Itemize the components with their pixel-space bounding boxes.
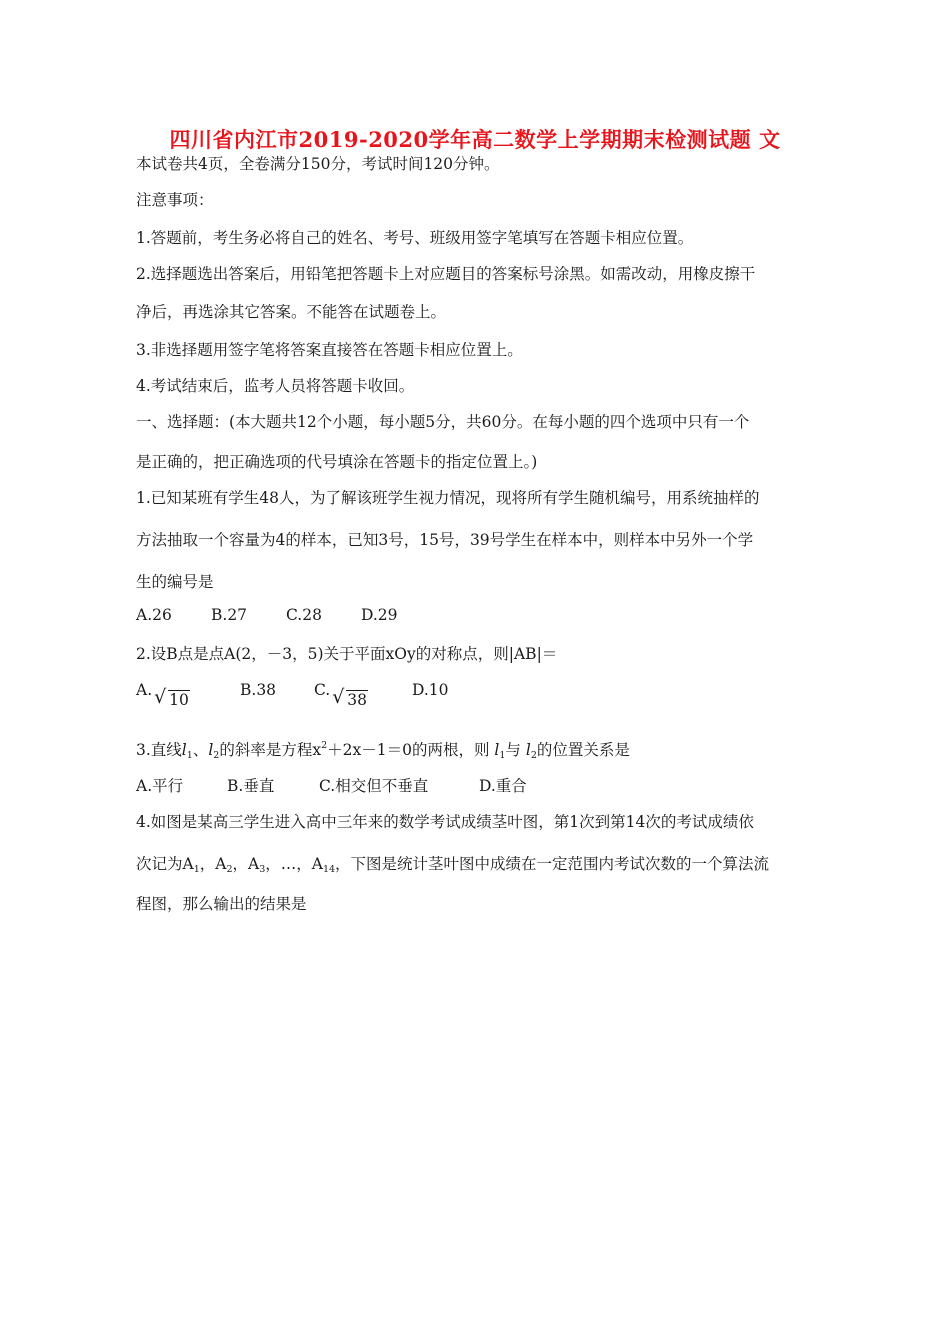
q2-option-a-radicand: 10: [169, 691, 189, 709]
section-heading-cont: 是正确的，把正确选项的代号填涂在答题卡的指定位置上。): [136, 453, 538, 471]
note-item: 1.答题前，考生务必将自己的姓名、考号、班级用签字笔填写在答题卡相应位置。: [136, 229, 694, 247]
q2-stem: 2.设B点是点A(2，－3，5)关于平面xOy的对称点，则|AB|＝: [136, 645, 558, 663]
q3-options: [136, 774, 527, 796]
q2-option-c-label: C.: [314, 681, 331, 699]
note-item: 3.非选择题用签字笔将答案直接答在答题卡相应位置上。: [136, 341, 523, 359]
q1-stem: 方法抽取一个容量为4的样本，已知3号，15号，39号学生在样本中，则样本中另外一个学: [136, 531, 754, 549]
q1-stem: 生的编号是: [136, 573, 214, 591]
note-item: 净后，再选涂其它答案。不能答在试题卷上。: [136, 303, 447, 321]
q4-stem: 次记为$A_1$，$A_2$，$A_3$，…，$A_{14}$，下图是统计茎叶图中成绩在一定范围内考试次数的一个算法流: [136, 855, 770, 875]
note-item: 2.选择题选出答案后，用铅笔把答题卡上对应题目的答案标号涂黑。如需改动，用橡皮擦干: [136, 265, 756, 283]
q2-option-c-radicand: 38: [347, 691, 367, 709]
q2-option-a-label: A.: [136, 681, 153, 699]
q2-option-b: B.38: [240, 681, 277, 699]
q3-option-c: C.相交但不垂直: [319, 777, 429, 795]
sqrt-symbol: √ 38: [332, 686, 367, 709]
q3-option-a: A.平行: [136, 777, 184, 795]
q1-option-c: C.28: [286, 606, 322, 624]
q3-stem: 3.直线$l_1$、$l_2$的斜率是方程$x^2+2x-1=0$的两根，则 $l_1$与 $l_2$的位置关系是: [136, 740, 630, 761]
notes-heading: 注意事项：: [136, 191, 214, 209]
q3-option-d: D.重合: [479, 777, 527, 795]
intro-text: 本试卷共4页，全卷满分150分，考试时间120分钟。: [136, 155, 500, 173]
q1-option-a: A.26: [136, 606, 172, 624]
q3-option-b: B.垂直: [227, 777, 275, 795]
note-item: 4.考试结束后，监考人员将答题卡收回。: [136, 377, 415, 395]
q1-option-d: D.29: [361, 606, 398, 624]
q1-stem: 1.已知某班有学生48人，为了解该班学生视力情况，现将所有学生随机编号，用系统抽样的: [136, 489, 760, 507]
q2-options: [136, 680, 449, 709]
q1-options: [136, 606, 398, 624]
q4-stem: 4.如图是某高三学生进入高中三年来的数学考试成绩茎叶图，第1次到第14次的考试成绩依: [136, 813, 754, 831]
q2-option-d: D.10: [412, 681, 449, 699]
q2-option-a: [136, 680, 240, 709]
document-title: 四川省内江市2019-2020学年高二数学上学期期末检测试题 文: [169, 127, 781, 152]
sqrt-symbol: √ 10: [154, 686, 189, 709]
q2-option-c: [314, 680, 412, 709]
q4-stem: 程图，那么输出的结果是: [136, 895, 307, 913]
q1-option-b: B.27: [211, 606, 248, 624]
section-heading: 一、选择题：(本大题共12个小题，每小题5分，共60分。在每小题的四个选项中只有一个: [136, 413, 750, 431]
